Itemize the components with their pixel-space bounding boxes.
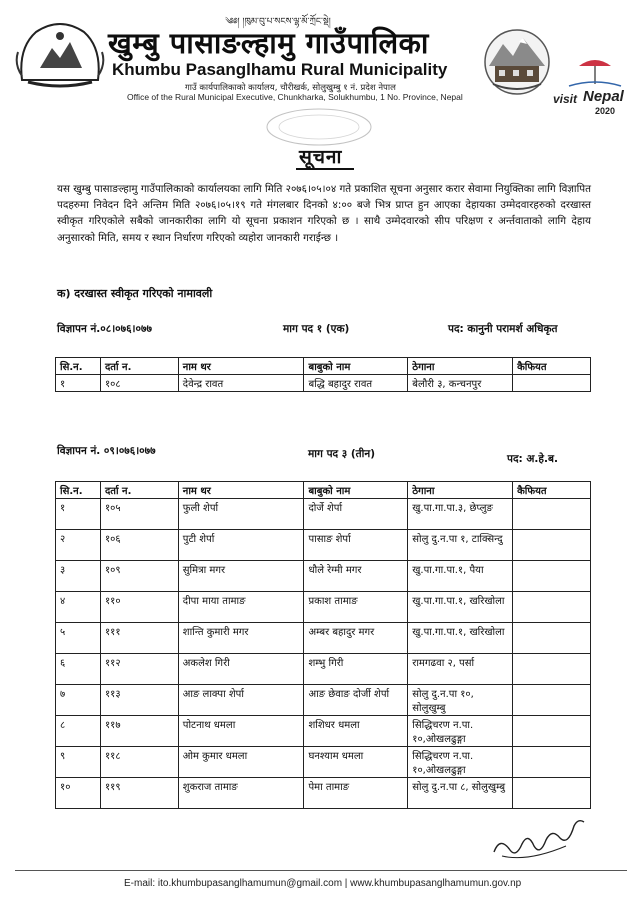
rural-municipality-logo (483, 28, 551, 96)
name-cell: आङ लाक्पा शेर्पा (178, 685, 304, 716)
father-name-cell: प्रकाश तामाङ (304, 592, 408, 623)
serial-cell: ४ (56, 592, 101, 623)
remarks-cell (513, 623, 591, 654)
ad2-applicant-table (55, 481, 591, 809)
name-cell: अकलेश गिरी (178, 654, 304, 685)
serial-cell: ७ (56, 685, 101, 716)
address-cell: रामगढवा २, पर्सा (408, 654, 513, 685)
father-name-cell: शम्भु गिरी (304, 654, 408, 685)
name-cell: फुली शेर्पा (178, 499, 304, 530)
father-name-cell: पेमा तामाङ (304, 778, 408, 809)
name-cell: दीपा माया तामाङ (178, 592, 304, 623)
column-header-address: ठेगाना (408, 482, 513, 499)
column-header-serial: सि.न. (56, 482, 101, 499)
registration-cell: ११२ (100, 654, 178, 685)
registration-cell: १०६ (100, 530, 178, 561)
serial-cell: ९ (56, 747, 101, 778)
municipality-title-english: Khumbu Pasanglhamu Rural Municipality (112, 60, 448, 79)
section-label: क) दरखास्त स्वीकृत गरिएको नामावली (57, 287, 213, 300)
name-cell: पोटनाथ धमला (178, 716, 304, 747)
father-name-cell: दोर्जे शेर्पा (304, 499, 408, 530)
registration-cell: ११९ (100, 778, 178, 809)
municipality-title-nepali: खुम्बु पासाङल्हामु गाउँपालिका (108, 26, 429, 60)
ad2-post: पद: अ.हे.ब. (507, 453, 558, 465)
name-cell: ओम कुमार धमला (178, 747, 304, 778)
table-row (56, 778, 591, 809)
ad1-demand: माग पद १ (एक) (283, 323, 350, 335)
father-name-cell: घनश्याम धमला (304, 747, 408, 778)
column-header-remarks: कैफियत (513, 482, 591, 499)
table-row (56, 375, 591, 392)
year-label: 2020 (595, 106, 616, 116)
address-cell: सोलु दु.न.पा १, टाक्सिन्दु (408, 530, 513, 561)
name-cell: शुकराज तामाङ (178, 778, 304, 809)
registration-cell: १०९ (100, 561, 178, 592)
ad1-post: पद: कानुनी परामर्श अधिकृत (448, 323, 558, 335)
table-row (56, 623, 591, 654)
remarks-cell (513, 654, 591, 685)
table-row (56, 530, 591, 561)
address-cell: सोलु दु.न.पा ८, सोलुखुम्बु (408, 778, 513, 809)
registration-cell: १११ (100, 623, 178, 654)
notice-paragraph: यस खुम्बु पासाङल्हामु गाउँपालिकाको कार्यालयका लागि मिति २०७६।०५।०४ गते प्रकाशित सूचना अनुसार करार सेवामा नियुक्तिका लागि विज्ञापित पदहरुमा निवेदन दिने अन्तिम मिति २०७६।०५।१९ गते मंगलबार दिनको ४:०० बजे भित्र प्राप्त हुन आएका देहायका उम्मेदवारहरुको दरखास्त स्वीकृत गरिएकोले सबैको जानकारीका लागि यो सूचना प्रकाशन गरिएको छ । साथै उम्मेदवारको सीप परिक्षण र अर्न्तवाताको लागि देहाय अनुसारको मिति, समय र स्थान निर्धारण गरिएको व्यहोरा जानकारी गराईन्छ । (57, 183, 591, 244)
table-row (56, 747, 591, 778)
nepal-label: Nepal (583, 88, 624, 105)
serial-cell: १० (56, 778, 101, 809)
column-header-name: नाम थर (178, 358, 304, 375)
column-header-address: ठेगाना (408, 358, 513, 375)
address-cell: सिद्धिचरण न.पा. १०,ओखलढुङ्गा (408, 716, 513, 747)
serial-cell: १ (56, 375, 101, 392)
table-row (56, 716, 591, 747)
table-header-row (56, 482, 591, 499)
ad2-number: विज्ञापन नं. ०९।०७६।०७७ (57, 445, 156, 457)
visit-nepal-2020-logo (551, 50, 639, 118)
nepal-emblem-logo (14, 18, 106, 88)
address-cell: सोलु दु.न.पा १०, सोलुखुम्बु (408, 685, 513, 716)
table-row (56, 654, 591, 685)
column-header-name: नाम थर (178, 482, 304, 499)
father-name-cell: बद्धि बहादुर रावत (304, 375, 408, 392)
table-header-row (56, 358, 591, 375)
column-header-remarks: कैफियत (513, 358, 591, 375)
footer-contact: E-mail: ito.khumbupasanglhamumun@gmail.com | www.khumbupasanglhamumun.gov.np (124, 878, 522, 889)
column-header-father-name: बाबुको नाम (304, 358, 408, 375)
name-cell: सुमित्रा मगर (178, 561, 304, 592)
registration-cell: १०५ (100, 499, 178, 530)
column-header-registration: दर्ता न. (100, 358, 178, 375)
column-header-father-name: बाबुको नाम (304, 482, 408, 499)
serial-cell: ६ (56, 654, 101, 685)
father-name-cell: पासाङ शेर्पा (304, 530, 408, 561)
table-row (56, 592, 591, 623)
office-address-nepali: गाउँ कार्यपालिकाको कार्यालय, चौरीखर्क, सोलुखुम्बु १ नं. प्रदेश नेपाल (185, 83, 396, 93)
ad1-applicant-table (55, 357, 591, 392)
heading-underline (296, 168, 354, 170)
table-row (56, 499, 591, 530)
signature (488, 806, 588, 866)
remarks-cell (513, 499, 591, 530)
table-row (56, 685, 591, 716)
table-row (56, 561, 591, 592)
column-header-registration: दर्ता न. (100, 482, 178, 499)
address-cell: बेलौरी ३, कन्चनपुर (408, 375, 513, 392)
remarks-cell (513, 561, 591, 592)
registration-cell: ११३ (100, 685, 178, 716)
name-cell: देवेन्द्र रावत (178, 375, 304, 392)
name-cell: शान्ति कुमारी मगर (178, 623, 304, 654)
remarks-cell (513, 716, 591, 747)
ad2-demand: माग पद ३ (तीन) (308, 448, 376, 460)
remarks-cell (513, 685, 591, 716)
father-name-cell: धौले रेग्मी मगर (304, 561, 408, 592)
address-cell: सिद्धिचरण न.पा. १०,ओखलढुङ्गा (408, 747, 513, 778)
footer-divider (15, 870, 627, 871)
registration-cell: १०८ (100, 375, 178, 392)
remarks-cell (513, 747, 591, 778)
address-cell: खु.पा.गा.पा.३, छेप्लुङ (408, 499, 513, 530)
serial-cell: १ (56, 499, 101, 530)
address-cell: खु.पा.गा.पा.१, खरिखोला (408, 623, 513, 654)
father-name-cell: शशिधर धमला (304, 716, 408, 747)
serial-cell: ५ (56, 623, 101, 654)
father-name-cell: आङ छेवाङ दोर्जी शेर्पा (304, 685, 408, 716)
name-cell: पुटी शेर्पा (178, 530, 304, 561)
address-cell: खु.पा.गा.पा.१, पैया (408, 561, 513, 592)
serial-cell: ८ (56, 716, 101, 747)
header-tibetan-script: ༄༅། །ཁུམ་བུ་པ་སངས་ལྷ་མོ་ཀྲོང་སྡེ། (225, 17, 331, 27)
father-name-cell: अम्बर बहादुर मगर (304, 623, 408, 654)
registration-cell: ११० (100, 592, 178, 623)
remarks-cell (513, 778, 591, 809)
ad1-number: विज्ञापन नं.०८।०७६।०७७ (57, 323, 152, 335)
serial-cell: ३ (56, 561, 101, 592)
remarks-cell (513, 530, 591, 561)
visit-label: visit (553, 92, 578, 106)
notice-heading: सूचना (299, 146, 343, 168)
remarks-cell (513, 592, 591, 623)
registration-cell: ११८ (100, 747, 178, 778)
serial-cell: २ (56, 530, 101, 561)
registration-cell: ११७ (100, 716, 178, 747)
address-cell: खु.पा.गा.पा.१, खरिखोला (408, 592, 513, 623)
office-address-english: Office of the Rural Municipal Executive, Chunkharka, Solukhumbu, 1 No. Province, Nepal (127, 92, 463, 102)
column-header-serial: सि.न. (56, 358, 101, 375)
remarks-cell (513, 375, 591, 392)
